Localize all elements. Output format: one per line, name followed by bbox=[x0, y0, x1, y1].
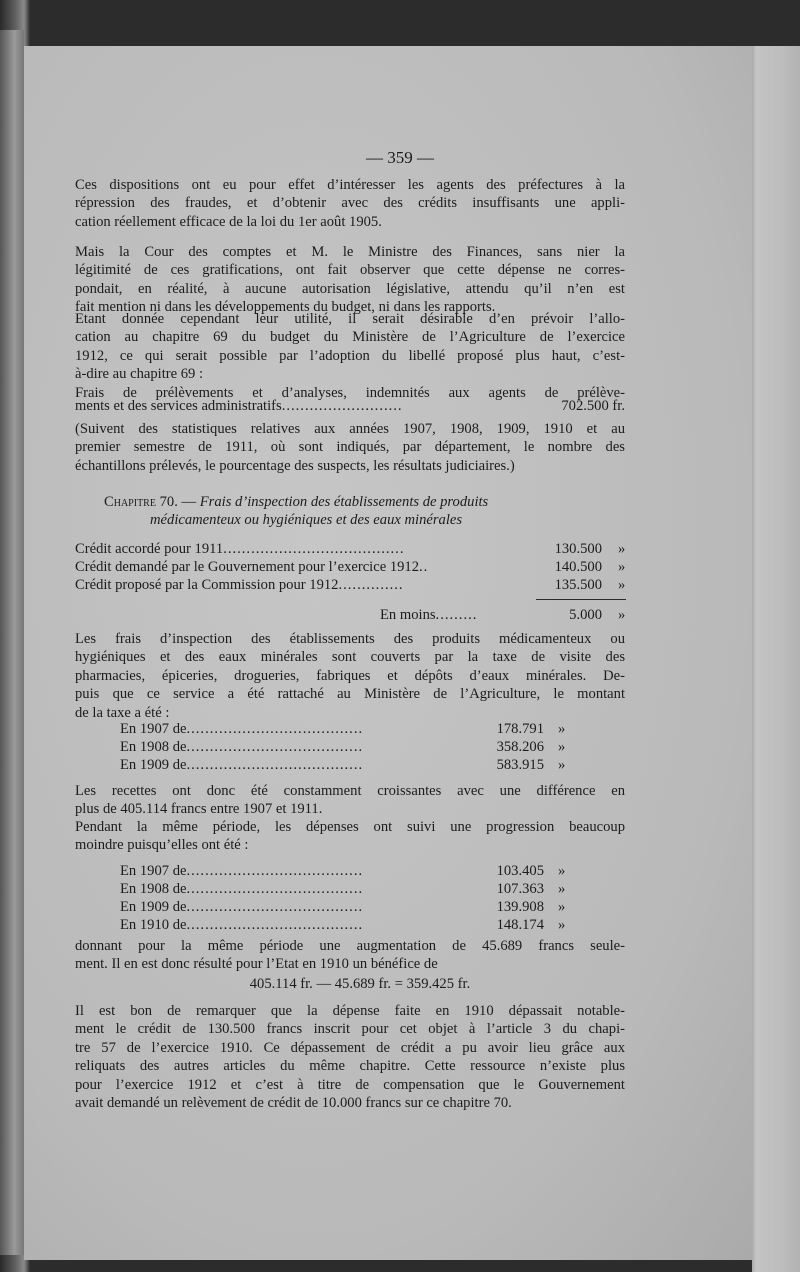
text-line: cation au chapitre 69 du budget du Ministère de l’Agriculture de l’exercice bbox=[75, 329, 625, 346]
depense-amount: 139.908 bbox=[496, 899, 544, 915]
en-moins-label: En moins bbox=[380, 607, 436, 623]
leader-dots: ...................................... bbox=[186, 899, 364, 915]
taxe-row bbox=[120, 756, 363, 774]
depense-row bbox=[120, 898, 363, 916]
credit-suffix: » bbox=[618, 541, 626, 557]
paragraph-5 bbox=[75, 630, 625, 722]
text-line: hygiéniques et des eaux minérales sont couverts par la taxe de visite des bbox=[75, 649, 625, 666]
paragraph-9 bbox=[75, 1002, 625, 1112]
depense-label: En 1908 de bbox=[120, 881, 187, 897]
depense-suffix: » bbox=[558, 863, 566, 879]
en-moins-amount: 5.000 bbox=[569, 607, 602, 623]
taxe-suffix: » bbox=[558, 739, 566, 755]
text-line: avait demandé un relèvement de crédit de 10.000 francs sur ce chapitre 70. bbox=[75, 1095, 512, 1112]
text-line: fait mention ni dans les développements du budget, ni dans les rapports. bbox=[75, 299, 496, 316]
equation: 405.114 fr. — 45.689 fr. = 359.425 fr. bbox=[249, 976, 471, 992]
taxe-amount: 178.791 bbox=[496, 721, 544, 737]
en-moins-suffix: » bbox=[618, 607, 626, 623]
depense-suffix: » bbox=[558, 881, 566, 897]
depense-amount: 148.174 bbox=[496, 917, 544, 933]
paragraph-7 bbox=[75, 818, 625, 855]
text-line: Etant donnée cependant leur utilité, il serait désirable d’en prévoir l’allo- bbox=[75, 311, 625, 327]
text-line: pour l’exercice 1912 et c’est à titre de compensation que le Gouvernement bbox=[75, 1076, 625, 1093]
text-line: Mais la Cour des comptes et M. le Ministre des Finances, sans nier la bbox=[75, 244, 625, 260]
chapter-label: Chapitre bbox=[104, 494, 156, 510]
text-line: pondait, en réalité, à aucune autorisation législative, attendu qu’il n’en est bbox=[75, 280, 625, 297]
paragraph-6 bbox=[75, 782, 625, 819]
text-line: à-dire au chapitre 69 : bbox=[75, 366, 204, 383]
text-line: reliquats des autres articles du même chapitre. Cette ressource n’existe plus bbox=[75, 1058, 625, 1075]
depense-label: En 1907 de bbox=[120, 863, 187, 879]
credit-row bbox=[75, 558, 428, 576]
taxe-amount: 358.206 bbox=[496, 739, 544, 755]
credit-amount: 140.500 bbox=[554, 559, 602, 575]
text-line: (Suivent des statistiques relatives aux années 1907, 1908, 1909, 1910 et au bbox=[75, 421, 625, 437]
text-line: pharmacies, épiceries, drogueries, fabriques et dépôts d’eaux minérales. De- bbox=[75, 667, 625, 684]
paragraph-2 bbox=[75, 243, 625, 317]
taxe-label: En 1908 de bbox=[120, 739, 187, 755]
depense-label: En 1909 de bbox=[120, 899, 187, 915]
leader-dots: .......................... bbox=[281, 398, 403, 414]
credit-row bbox=[75, 576, 404, 594]
chapter-title: Frais d’inspection des établissements de produits bbox=[199, 494, 489, 510]
leader-dots: ...................................... bbox=[186, 721, 364, 737]
text-line: plus de 405.114 francs entre 1907 et 1911. bbox=[75, 801, 323, 818]
credit-suffix: » bbox=[618, 577, 626, 593]
text-line: de la taxe a été : bbox=[75, 704, 170, 721]
text-line: Frais de prélèvements et d’analyses, indemnités aux agents de prélève- bbox=[75, 384, 625, 401]
text-line: donnant pour la même période une augmentation de 45.689 francs seule- bbox=[75, 938, 625, 954]
text-line: Il est bon de remarquer que la dépense faite en 1910 dépassait notable- bbox=[75, 1003, 625, 1019]
allocation-amount: 702.500 fr. bbox=[561, 398, 625, 414]
left-page-edge bbox=[0, 30, 24, 1255]
en-moins-row bbox=[380, 606, 477, 624]
leader-dots: ...................................... bbox=[186, 757, 364, 773]
taxe-label: En 1907 de bbox=[120, 721, 187, 737]
credit-label: Crédit accordé pour 1911 bbox=[75, 541, 224, 557]
right-page-edge bbox=[752, 46, 800, 1272]
text-line: puis que ce service a été rattaché au Ministère de l’Agriculture, le montant bbox=[75, 686, 625, 703]
leader-dots: ...................................... bbox=[186, 881, 364, 897]
leader-dots: .............. bbox=[338, 577, 404, 593]
text-line: ment. Il en est donc résulté pour l’Etat en 1910 un bénéfice de bbox=[75, 956, 438, 973]
depense-suffix: » bbox=[558, 917, 566, 933]
paragraph-1 bbox=[75, 176, 625, 231]
paragraph-8 bbox=[75, 937, 625, 974]
paragraph-3 bbox=[75, 310, 625, 402]
chapter-title-continued: médicamenteux ou hygiéniques et des eaux minérales bbox=[150, 512, 463, 528]
text-line: ment le crédit de 130.500 francs inscrit pour cet objet à l’article 3 du chapi- bbox=[75, 1021, 625, 1038]
text-line: Les frais d’inspection des établissements des produits médicamenteux ou bbox=[75, 631, 625, 647]
text-line: tre 57 de l’exercice 1910. Ce dépassement de crédit a pu avoir lieu grâce aux bbox=[75, 1039, 625, 1056]
text-line: Pendant la même période, les dépenses ont suivi une progression beaucoup bbox=[75, 819, 625, 835]
depense-suffix: » bbox=[558, 899, 566, 915]
depense-amount: 103.405 bbox=[496, 863, 544, 879]
leader-dots: ...................................... bbox=[186, 739, 364, 755]
chapter-number: 70. — bbox=[159, 494, 200, 510]
depense-row bbox=[120, 916, 363, 934]
credit-label: Crédit proposé par la Commission pour 1912 bbox=[75, 577, 339, 593]
chapter-heading bbox=[104, 493, 488, 511]
taxe-suffix: » bbox=[558, 757, 566, 773]
leader-dots: ....................................... bbox=[223, 541, 405, 557]
taxe-suffix: » bbox=[558, 721, 566, 737]
text-line: répression des fraudes, et d’obtenir avec des crédits insuffisants une appli- bbox=[75, 195, 625, 212]
page-number: — 359 — bbox=[366, 148, 434, 167]
depense-row bbox=[120, 862, 363, 880]
taxe-row bbox=[120, 720, 363, 738]
depense-amount: 107.363 bbox=[496, 881, 544, 897]
depense-row bbox=[120, 880, 363, 898]
taxe-label: En 1909 de bbox=[120, 757, 187, 773]
text-line: 1912, ce qui serait possible par l’adoption du libellé proposé plus haut, c’est- bbox=[75, 347, 625, 364]
text-line: cation réellement efficace de la loi du 1er août 1905. bbox=[75, 213, 382, 230]
paragraph-4 bbox=[75, 420, 625, 475]
taxe-amount: 583.915 bbox=[496, 757, 544, 773]
taxe-row bbox=[120, 738, 363, 756]
credit-amount: 130.500 bbox=[554, 541, 602, 557]
allocation-label: ments et des services administratifs bbox=[75, 398, 282, 414]
depense-label: En 1910 de bbox=[120, 917, 187, 933]
text-line: premier semestre de 1911, où sont indiqués, par département, le nombre des bbox=[75, 439, 625, 456]
leader-dots: ...................................... bbox=[186, 917, 364, 933]
text-line: Les recettes ont donc été constamment croissantes avec une différence en bbox=[75, 783, 625, 799]
text-line: légitimité de ces gratifications, ont fait observer que cette dépense ne corres- bbox=[75, 262, 625, 279]
text-line: échantillons prélevés, le pourcentage des suspects, les résultats judiciaires.) bbox=[75, 457, 515, 474]
total-rule bbox=[536, 599, 626, 600]
text-line: Ces dispositions ont eu pour effet d’intéresser les agents des préfectures à la bbox=[75, 177, 625, 193]
leader-dots: .. bbox=[419, 559, 429, 575]
allocation-line bbox=[75, 397, 403, 415]
leader-dots: ......... bbox=[435, 607, 478, 623]
credit-suffix: » bbox=[618, 559, 626, 575]
leader-dots: ...................................... bbox=[186, 863, 364, 879]
credit-label: Crédit demandé par le Gouvernement pour l’exercice 1912 bbox=[75, 559, 420, 575]
credit-row bbox=[75, 540, 404, 558]
text-line: moindre puisqu’elles ont été : bbox=[75, 837, 249, 854]
credit-amount: 135.500 bbox=[554, 577, 602, 593]
